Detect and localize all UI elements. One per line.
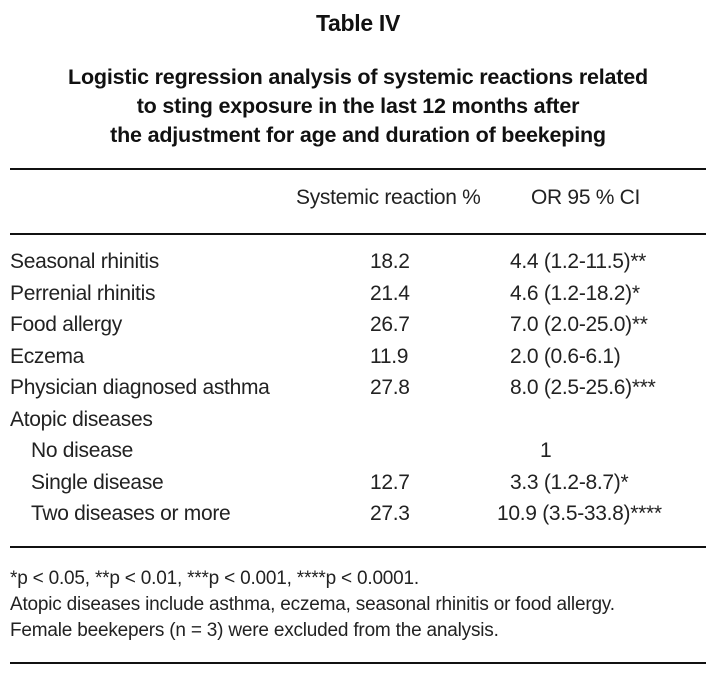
row-percent: 18.2 bbox=[370, 250, 410, 273]
header-rule bbox=[10, 233, 706, 235]
row-odds-ratio: 4.4 (1.2-11.5)** bbox=[510, 250, 647, 273]
table-row bbox=[0, 502, 716, 534]
row-label: Single disease bbox=[31, 470, 164, 494]
row-odds-ratio: 2.0 (0.6-6.1) bbox=[510, 344, 621, 368]
table-bottom-rule bbox=[10, 546, 706, 548]
row-odds-ratio: 7.0 (2.0-25.0)** bbox=[510, 313, 648, 336]
row-label: No disease bbox=[31, 439, 134, 462]
row-percent: 27.8 bbox=[370, 376, 410, 399]
footnote-bottom-rule bbox=[10, 662, 706, 664]
row-odds-ratio: 3.3 (1.2-8.7)* bbox=[510, 470, 629, 494]
row-odds-ratio: 1 bbox=[540, 439, 552, 462]
footnote: Female beekepers (n = 3) were excluded from the analysis. bbox=[10, 620, 499, 641]
table-row bbox=[0, 471, 716, 503]
footnote: Atopic diseases include asthma, eczema, seasonal rhinitis or food allergy. bbox=[10, 594, 615, 615]
table-title: Table IV bbox=[315, 10, 401, 36]
table-row bbox=[0, 345, 716, 377]
table-top-rule bbox=[10, 168, 706, 170]
row-odds-ratio: 4.6 (1.2-18.2)* bbox=[510, 281, 640, 305]
subtitle-line: to sting exposure in the last 12 months after bbox=[136, 94, 580, 118]
row-label: Seasonal rhinitis bbox=[10, 250, 159, 273]
row-percent: 21.4 bbox=[370, 281, 410, 305]
row-odds-ratio: 10.9 (3.5-33.8)**** bbox=[497, 502, 662, 525]
table-row bbox=[0, 250, 716, 282]
table-row-group-heading bbox=[0, 408, 716, 440]
table-row bbox=[0, 439, 716, 471]
table-row bbox=[0, 282, 716, 314]
table-subtitle bbox=[0, 63, 716, 150]
column-header-systemic-reaction: Systemic reaction % bbox=[296, 186, 481, 209]
column-header-or-ci: OR 95 % CI bbox=[531, 186, 641, 209]
row-percent: 26.7 bbox=[370, 313, 410, 336]
row-label: Atopic diseases bbox=[10, 407, 153, 431]
subtitle-line: the adjustment for age and duration of beekeping bbox=[110, 123, 606, 147]
row-percent: 27.3 bbox=[370, 502, 410, 525]
row-label: Perrenial rhinitis bbox=[10, 281, 156, 305]
footnote: *p < 0.05, **p < 0.01, ***p < 0.001, ****p < 0.0001. bbox=[10, 568, 419, 589]
table-body bbox=[0, 250, 716, 534]
row-percent: 11.9 bbox=[370, 344, 409, 368]
table-row bbox=[0, 313, 716, 345]
row-label: Eczema bbox=[10, 344, 85, 368]
row-label: Physician diagnosed asthma bbox=[10, 376, 270, 399]
row-label: Two diseases or more bbox=[31, 502, 231, 525]
subtitle-line: Logistic regression analysis of systemic reactions related bbox=[68, 65, 648, 89]
table-footnotes bbox=[10, 566, 615, 644]
row-percent: 12.7 bbox=[370, 470, 410, 494]
table-row bbox=[0, 376, 716, 408]
row-label: Food allergy bbox=[10, 313, 122, 336]
row-odds-ratio: 8.0 (2.5-25.6)*** bbox=[510, 376, 656, 399]
